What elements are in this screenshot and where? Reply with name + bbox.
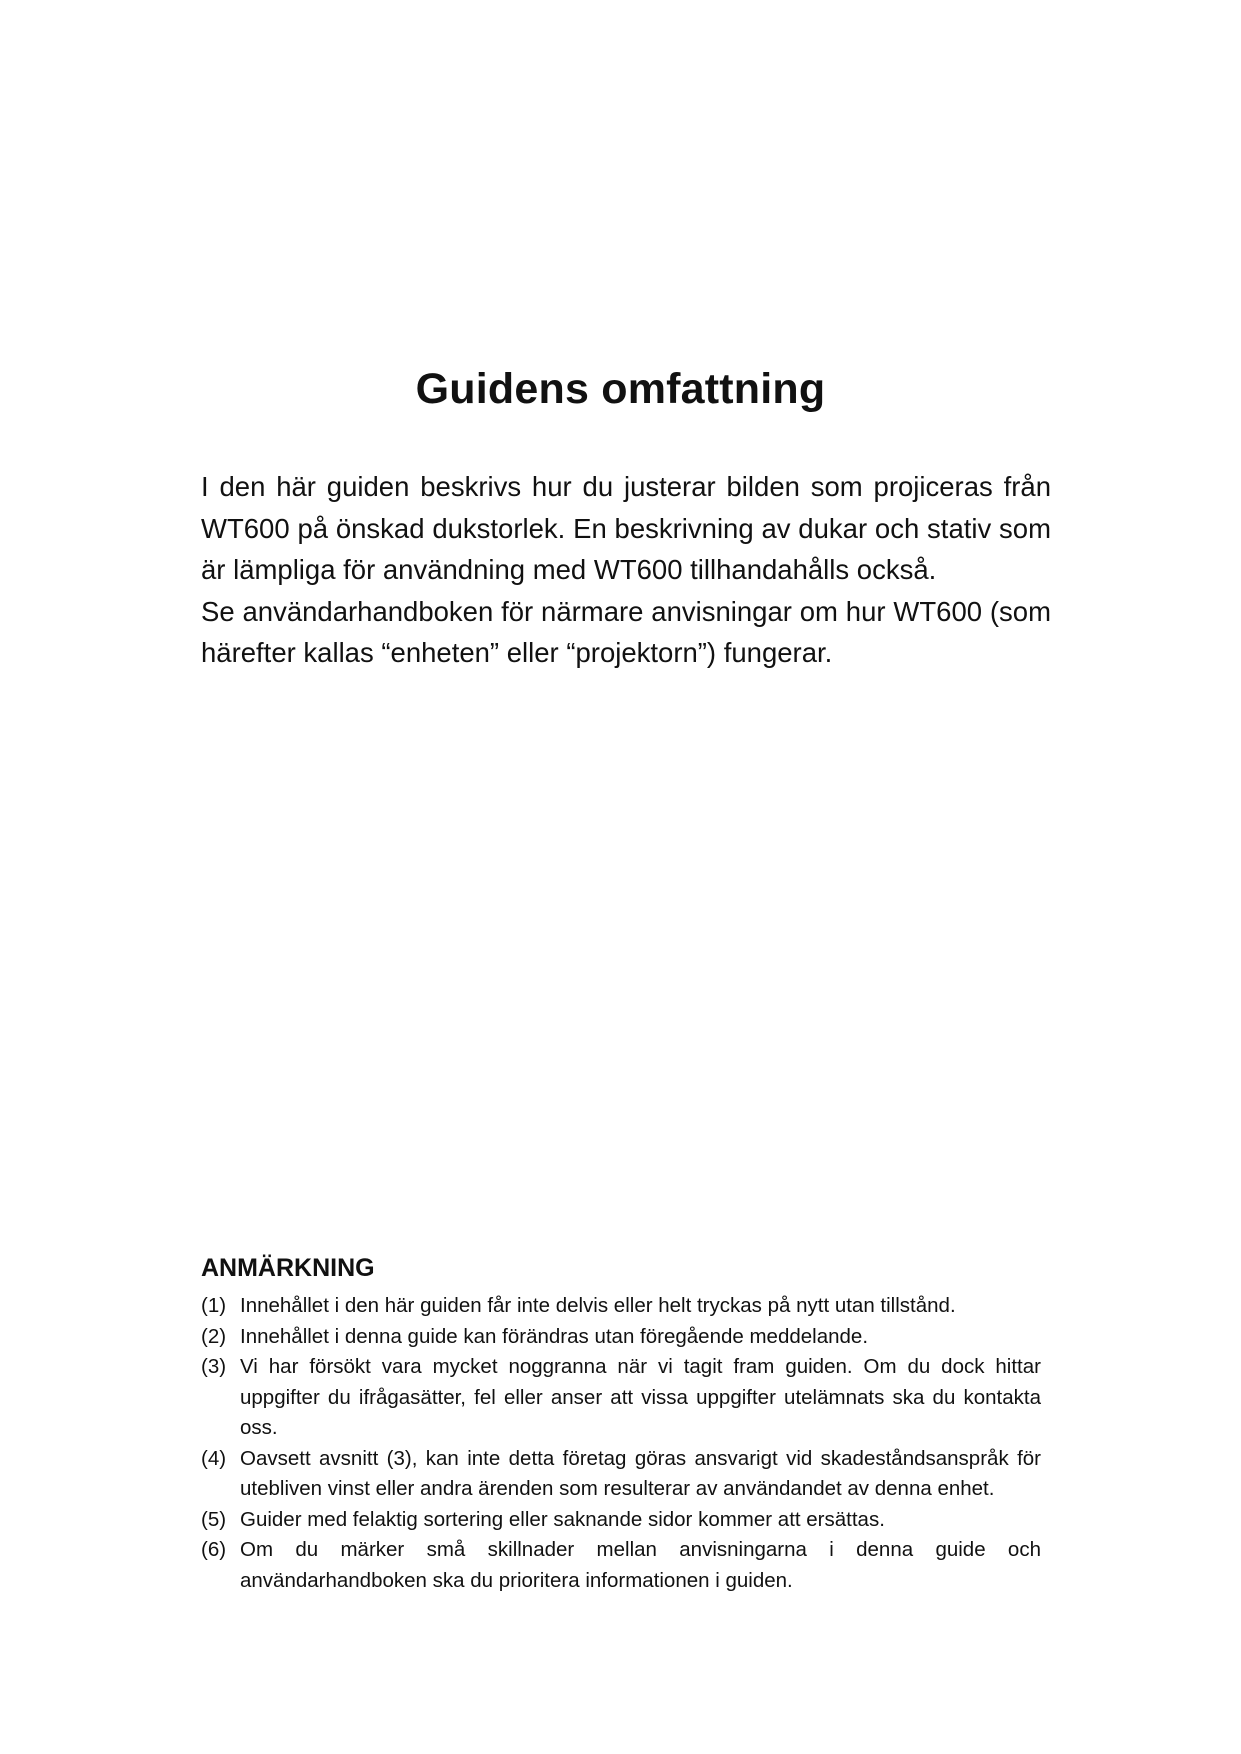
intro-line: WT600 på önskad dukstorlek. En beskrivning av dukar och stativ som xyxy=(201,512,1051,544)
note-heading: ANMÄRKNING xyxy=(201,1254,375,1282)
note-text: Innehållet i denna guide kan förändras utan föregående meddelande. xyxy=(240,1324,869,1348)
page-title: Guidens omfattning xyxy=(415,365,826,413)
note-text: Vi har försökt vara mycket noggranna när vi tagit fram guiden. Om du dock hittar uppgifter du ifrågasätter, fel eller anser att vissa uppgifter utelämnats ska du kontakta oss. xyxy=(240,1355,1041,1439)
note-number: (6) xyxy=(201,1538,227,1561)
intro-line: härefter kallas “enheten” eller “projektorn”) fungerar. xyxy=(201,637,833,668)
intro-line: är lämpliga för användning med WT600 tillhandahålls också. xyxy=(201,554,937,585)
note-list xyxy=(201,1291,1041,1596)
intro-paragraph xyxy=(201,466,1051,674)
note-number: (2) xyxy=(201,1324,227,1348)
note-item xyxy=(201,1352,1041,1444)
note-item xyxy=(201,1444,1041,1505)
note-item xyxy=(201,1291,1041,1322)
intro-line: I den här guiden beskrivs hur du justerar bilden som projiceras från xyxy=(201,471,1051,502)
note-number: (5) xyxy=(201,1507,227,1531)
note-section xyxy=(201,1253,1041,1596)
note-number: (1) xyxy=(201,1294,227,1317)
note-number: (4) xyxy=(201,1446,227,1470)
intro-line: Se användarhandboken för närmare anvisningar om hur WT600 (som xyxy=(201,595,1051,627)
note-text: Guider med felaktig sortering eller saknande sidor kommer att ersättas. xyxy=(240,1507,885,1531)
note-text: Om du märker små skillnader mellan anvisningarna i denna guide och användarhandboken ska du prioritera informationen i guiden. xyxy=(240,1538,1041,1592)
note-text: Innehållet i den här guiden får inte delvis eller helt tryckas på nytt utan tillstånd. xyxy=(240,1294,956,1317)
note-item xyxy=(201,1322,1041,1353)
note-text: Oavsett avsnitt (3), kan inte detta företag göras ansvarigt vid skadeståndsanspråk för utebliven vinst eller andra ärenden som resulterar av användandet av denna enhet. xyxy=(240,1446,1041,1500)
note-item xyxy=(201,1505,1041,1536)
note-item xyxy=(201,1535,1041,1596)
note-number: (3) xyxy=(201,1355,227,1378)
